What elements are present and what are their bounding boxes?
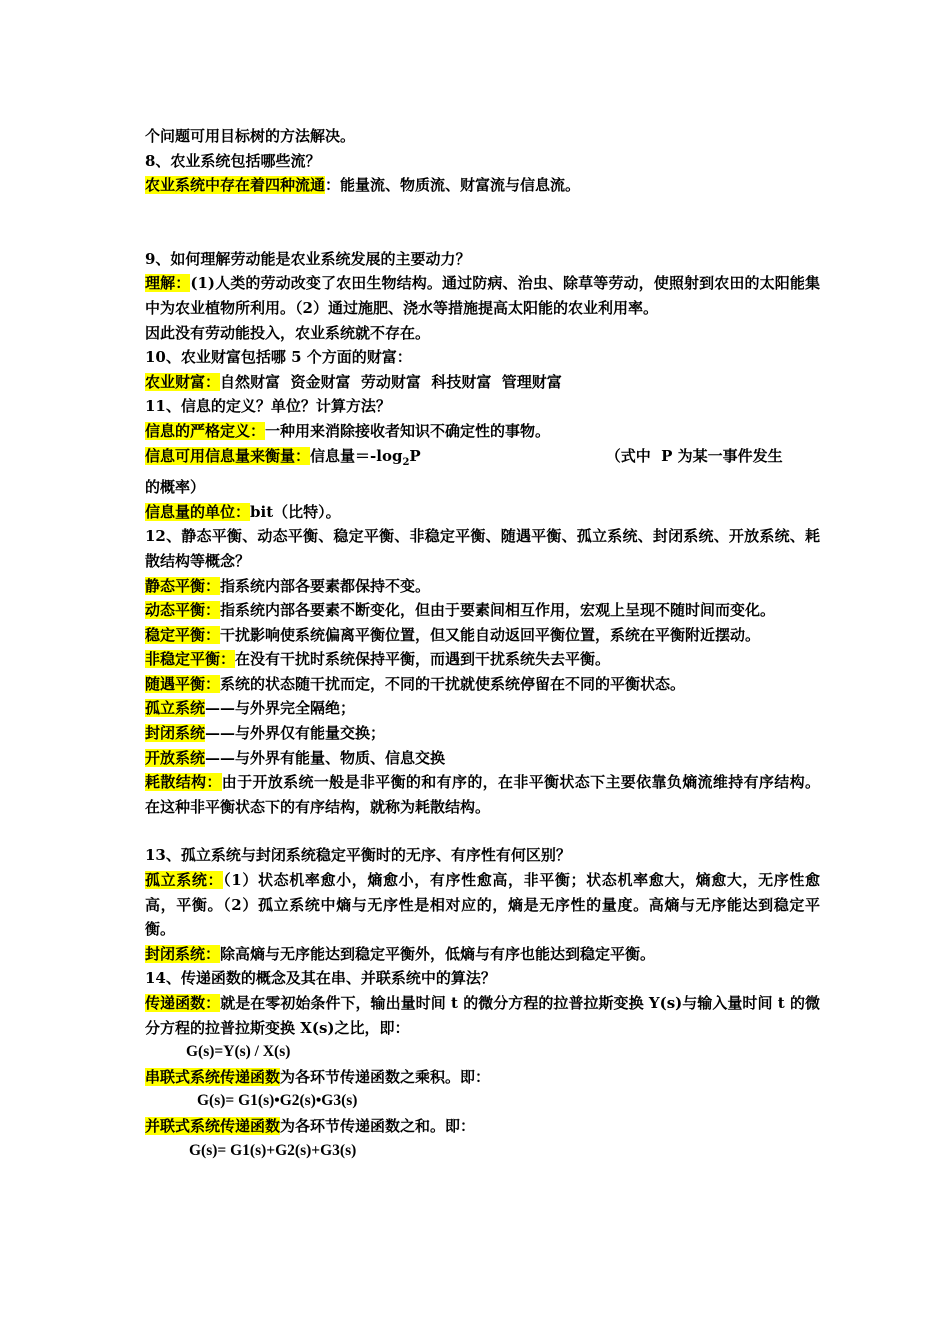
- highlight-term: 信息的严格定义：: [145, 421, 266, 440]
- formula-series: G(s)= G1(s)•G2(s)•G3(s): [197, 1092, 358, 1110]
- highlight-term: 非稳定平衡：: [145, 650, 236, 669]
- answer-text: bit（比特）。: [250, 502, 341, 521]
- answer-text: 为各环节传递函数之乘积。即：: [280, 1067, 491, 1086]
- question-10: 10、农业财富包括哪 5 个方面的财富：: [145, 348, 412, 367]
- concept-text: 指系统内部各要素不断变化，但由于要素间相互作用，宏观上呈现不随时间而变化。: [220, 601, 776, 620]
- question-13: 13、孤立系统与封闭系统稳定平衡时的无序、有序性有何区别？: [145, 846, 571, 865]
- answer-text: (1)人类的劳动改变了农田生物结构。通过防病、治虫、除草等劳动，使照射到农田的太阳能集中为农业植物所利用。（2）通过施肥、浇水等措施提高太阳能的农业利用率。: [145, 274, 820, 317]
- formula-info: [310, 446, 421, 468]
- highlight-term: 农业财富：: [145, 372, 221, 391]
- question-14: 14、传递函数的概念及其在串、并联系统中的算法？: [145, 969, 496, 988]
- highlight-term: 静态平衡：: [145, 576, 221, 595]
- highlight-term: 稳定平衡：: [145, 625, 221, 644]
- highlight-term: 信息量的单位：: [145, 502, 251, 521]
- spacer: [145, 819, 820, 843]
- answer-9-conclusion: 因此没有劳动能投入，农业系统就不存在。: [145, 323, 431, 342]
- answer-11-unit: [145, 500, 820, 525]
- formula-parallel: G(s)= G1(s)+G2(s)+G3(s): [189, 1141, 357, 1159]
- concept-text: 指系统内部各要素都保持不变。: [220, 576, 431, 595]
- highlight-term: 串联式系统传递函数: [145, 1067, 281, 1086]
- question-9: 9、如何理解劳动能是农业系统发展的主要动力？: [145, 249, 471, 268]
- highlight-term: 开放系统: [145, 748, 206, 767]
- highlight-term: 封闭系统: [145, 724, 206, 743]
- answer-14-parallel: [145, 1114, 820, 1139]
- concept-dissipative: [145, 770, 820, 819]
- formula-subscript: 2: [402, 456, 410, 468]
- concept-isolated: [145, 696, 820, 721]
- formula-text: 信息量＝-log: [310, 446, 403, 465]
- answer-8: [145, 173, 820, 198]
- answer-text: （1）状态机率愈小，熵愈小，有序性愈高，非平衡；状态机率愈大，熵愈大，无序性愈高，平衡。（2）孤立系统中熵与无序性是相对应的，熵是无序性的量度。高熵与无序能达到稳定平衡。: [145, 871, 820, 939]
- answer-11-measure: [145, 444, 820, 476]
- highlight-term: 耗散结构：: [145, 773, 222, 792]
- highlight-term: 传递函数：: [145, 994, 221, 1012]
- answer-13-isolated: [145, 868, 820, 942]
- question-11: 11、信息的定义？单位？计算方法？: [145, 397, 391, 416]
- highlight-term: 孤立系统: [145, 699, 206, 718]
- answer-text: ：能量流、物质流、财富流与信息流。: [325, 176, 581, 195]
- concept-closed: [145, 721, 820, 746]
- concept-stable: [145, 623, 820, 648]
- formula-var: P: [409, 446, 421, 465]
- concept-static: [145, 574, 820, 599]
- answer-13-closed: [145, 942, 820, 967]
- concept-text: ——与外界完全隔绝；: [205, 699, 356, 718]
- formula-note: （式中 P 为某一事件发生: [605, 446, 783, 465]
- spacer: [145, 198, 820, 247]
- concept-unstable: [145, 647, 820, 672]
- answer-text: 就是在零初始条件下，输出量时间 t 的微分方程的拉普拉斯变换 Y(s)与输入量时间 t 的微分方程的拉普拉斯变换 X(s)之比，即：: [145, 994, 820, 1037]
- concept-text: ——与外界仅有能量交换；: [205, 724, 386, 743]
- answer-text: 一种用来消除接收者知识不确定性的事物。: [265, 421, 551, 440]
- text-line: 个问题可用目标树的方法解决。: [145, 127, 356, 145]
- highlight-term: 信息可用信息量来衡量：: [145, 446, 311, 465]
- answer-14-series: [145, 1065, 820, 1090]
- highlight-term: 并联式系统传递函数: [145, 1116, 281, 1135]
- concept-text: 在没有干扰时系统保持平衡，而遇到干扰系统失去平衡。: [235, 650, 611, 669]
- formula-transfer: G(s)=Y(s) / X(s): [186, 1043, 291, 1061]
- concept-text: 由于开放系统一般是非平衡的和有序的，在非平衡状态下主要依靠负熵流维持有序结构。在这种非平衡状态下的有序结构，就称为耗散结构。: [145, 773, 820, 816]
- highlight-term: 农业系统中存在着四种流通: [145, 176, 326, 195]
- answer-text: 为各环节传递函数之和。即：: [280, 1116, 476, 1135]
- formula-note-cont: 的概率）: [145, 478, 206, 497]
- question-8: 8、农业系统包括哪些流？: [145, 151, 321, 170]
- concept-dynamic: [145, 598, 820, 623]
- highlight-term: 理解：: [145, 274, 191, 293]
- highlight-term: 孤立系统：: [145, 871, 224, 890]
- answer-10: [145, 370, 820, 395]
- concept-text: 系统的状态随干扰而定，不同的干扰就使系统停留在不同的平衡状态。: [220, 674, 686, 693]
- concept-open: [145, 746, 820, 771]
- answer-text: 自然财富 资金财富 劳动财富 科技财富 管理财富: [220, 372, 562, 391]
- answer-14-definition: [145, 991, 820, 1040]
- highlight-term: 封闭系统：: [145, 944, 221, 963]
- concept-text: ——与外界有能量、物质、信息交换: [205, 748, 446, 767]
- highlight-term: 随遇平衡：: [145, 674, 221, 693]
- answer-text: 除高熵与无序能达到稳定平衡外，低熵与有序也能达到稳定平衡。: [220, 944, 656, 963]
- document-body: [145, 124, 820, 1163]
- answer-11-definition: [145, 419, 820, 444]
- highlight-term: 动态平衡：: [145, 601, 221, 620]
- question-12: 12、静态平衡、动态平衡、稳定平衡、非稳定平衡、随遇平衡、孤立系统、封闭系统、开放系统、耗散结构等概念？: [145, 527, 820, 570]
- concept-neutral: [145, 672, 820, 697]
- answer-9: [145, 271, 820, 320]
- concept-text: 干扰影响使系统偏离平衡位置，但又能自动返回平衡位置，系统在平衡附近摆动。: [220, 625, 761, 644]
